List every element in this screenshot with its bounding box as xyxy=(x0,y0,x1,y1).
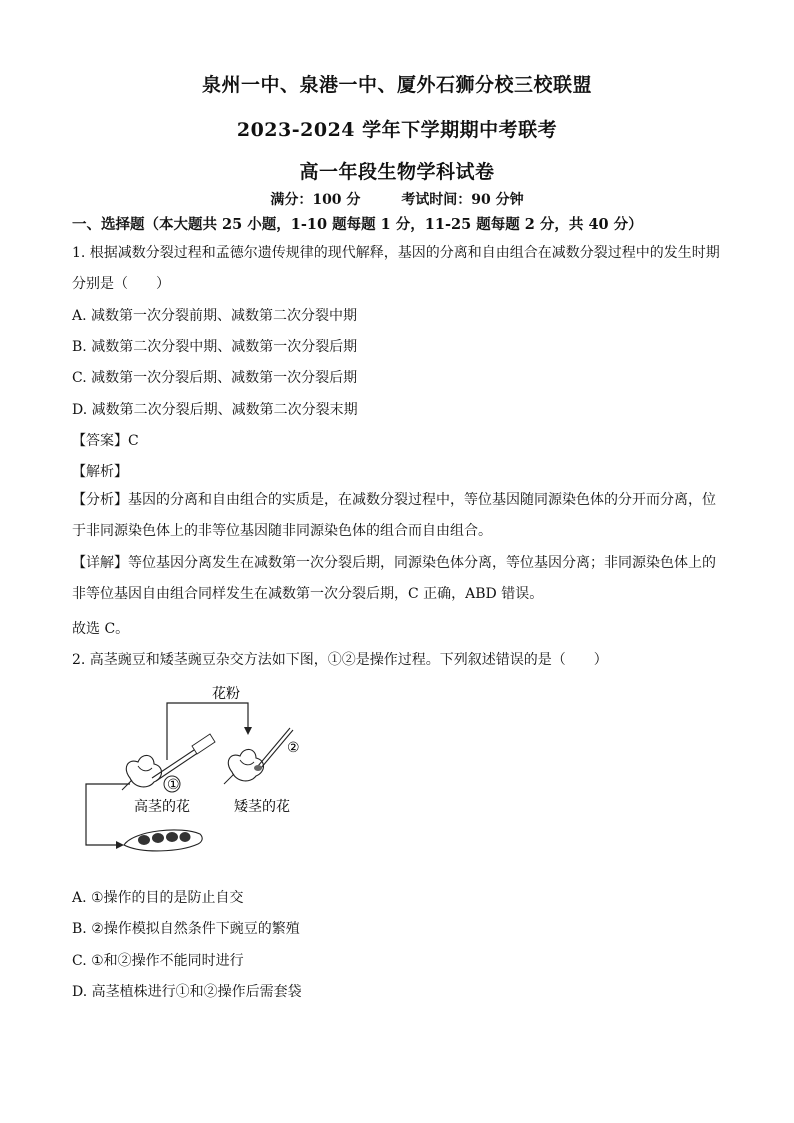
pollen-label: 花粉 xyxy=(212,686,240,702)
pollen-arrow-head xyxy=(244,727,252,735)
q1-analysis-label: 【解析】 xyxy=(72,464,128,480)
q1-analysis: 【分析】基因的分离和自由组合的实质是，在减数分裂过程中，等位基因随同源染色体的分开而分离，位于非同源染色体上的非等位基因随非同源染色体的组合而自由组合。 xyxy=(72,492,716,539)
q1-detail: 【详解】等位基因分离发生在减数第一次分裂后期，同源染色体分离，等位基因分离；非同源染色体上的非等位基因自由组合同样发生在减数第一次分裂后期，C 正确，ABD 错误。 xyxy=(72,555,716,602)
q1-option-b: B. 减数第二次分裂中期、减数第一次分裂后期 xyxy=(72,339,358,355)
q2-option-a: A. ①操作的目的是防止自交 xyxy=(72,890,244,906)
full-score: 满分：100 分 xyxy=(270,192,361,208)
q1-option-c: C. 减数第一次分裂后期、减数第一次分裂后期 xyxy=(72,370,358,386)
q1-option-a: A. 减数第一次分裂前期、减数第二次分裂中期 xyxy=(72,308,358,324)
q2-option-c: C. ①和②操作不能同时进行 xyxy=(72,953,244,969)
pod-arrow-line xyxy=(86,784,130,845)
exam-title-schools: 泉州一中、泉港一中、厦外石狮分校三校联盟 xyxy=(201,74,592,96)
q2-option-b: B. ②操作模拟自然条件下豌豆的繁殖 xyxy=(72,921,300,937)
exam-title-subject: 高一年段生物学科试卷 xyxy=(299,161,495,183)
q2-option-d: D. 高茎植株进行①和②操作后需套袋 xyxy=(72,984,302,1000)
q1-conclusion: 故选 C。 xyxy=(72,621,130,637)
q1-option-d: D. 减数第二次分裂后期、减数第二次分裂末期 xyxy=(72,402,358,418)
exam-title-term: 2023-2024 学年下学期期中考联考 xyxy=(236,119,558,141)
exam-meta xyxy=(0,189,794,209)
pod-arrow-head xyxy=(116,841,124,849)
step1-mark: ① xyxy=(167,777,180,793)
hybridization-diagram xyxy=(72,680,332,860)
q1-stem-line2: 分别是（ ） xyxy=(72,276,170,292)
pea-pod-drawing xyxy=(124,830,202,851)
short-flower-label: 矮茎的花 xyxy=(234,799,290,815)
q1-answer: 【答案】C xyxy=(72,433,139,449)
q2-stem: 2. 高茎豌豆和矮茎豌豆杂交方法如下图，①②是操作过程。下列叙述错误的是（ ） xyxy=(72,652,608,668)
short-flower-drawing xyxy=(224,728,293,784)
section-heading: 一、选择题（本大题共 25 小题，1-10 题每题 1 分，11-25 题每题 2 分，共 40 分） xyxy=(72,216,643,233)
tall-flower-label: 高茎的花 xyxy=(134,799,190,815)
exam-time: 考试时间：90 分钟 xyxy=(401,192,524,208)
q1-stem-line1: 1. 根据减数分裂过程和孟德尔遗传规律的现代解释，基因的分离和自由组合在减数分裂过程中的发生时期 xyxy=(72,245,720,261)
step2-mark: ② xyxy=(287,740,300,756)
pollen-arrow-line xyxy=(167,703,248,760)
